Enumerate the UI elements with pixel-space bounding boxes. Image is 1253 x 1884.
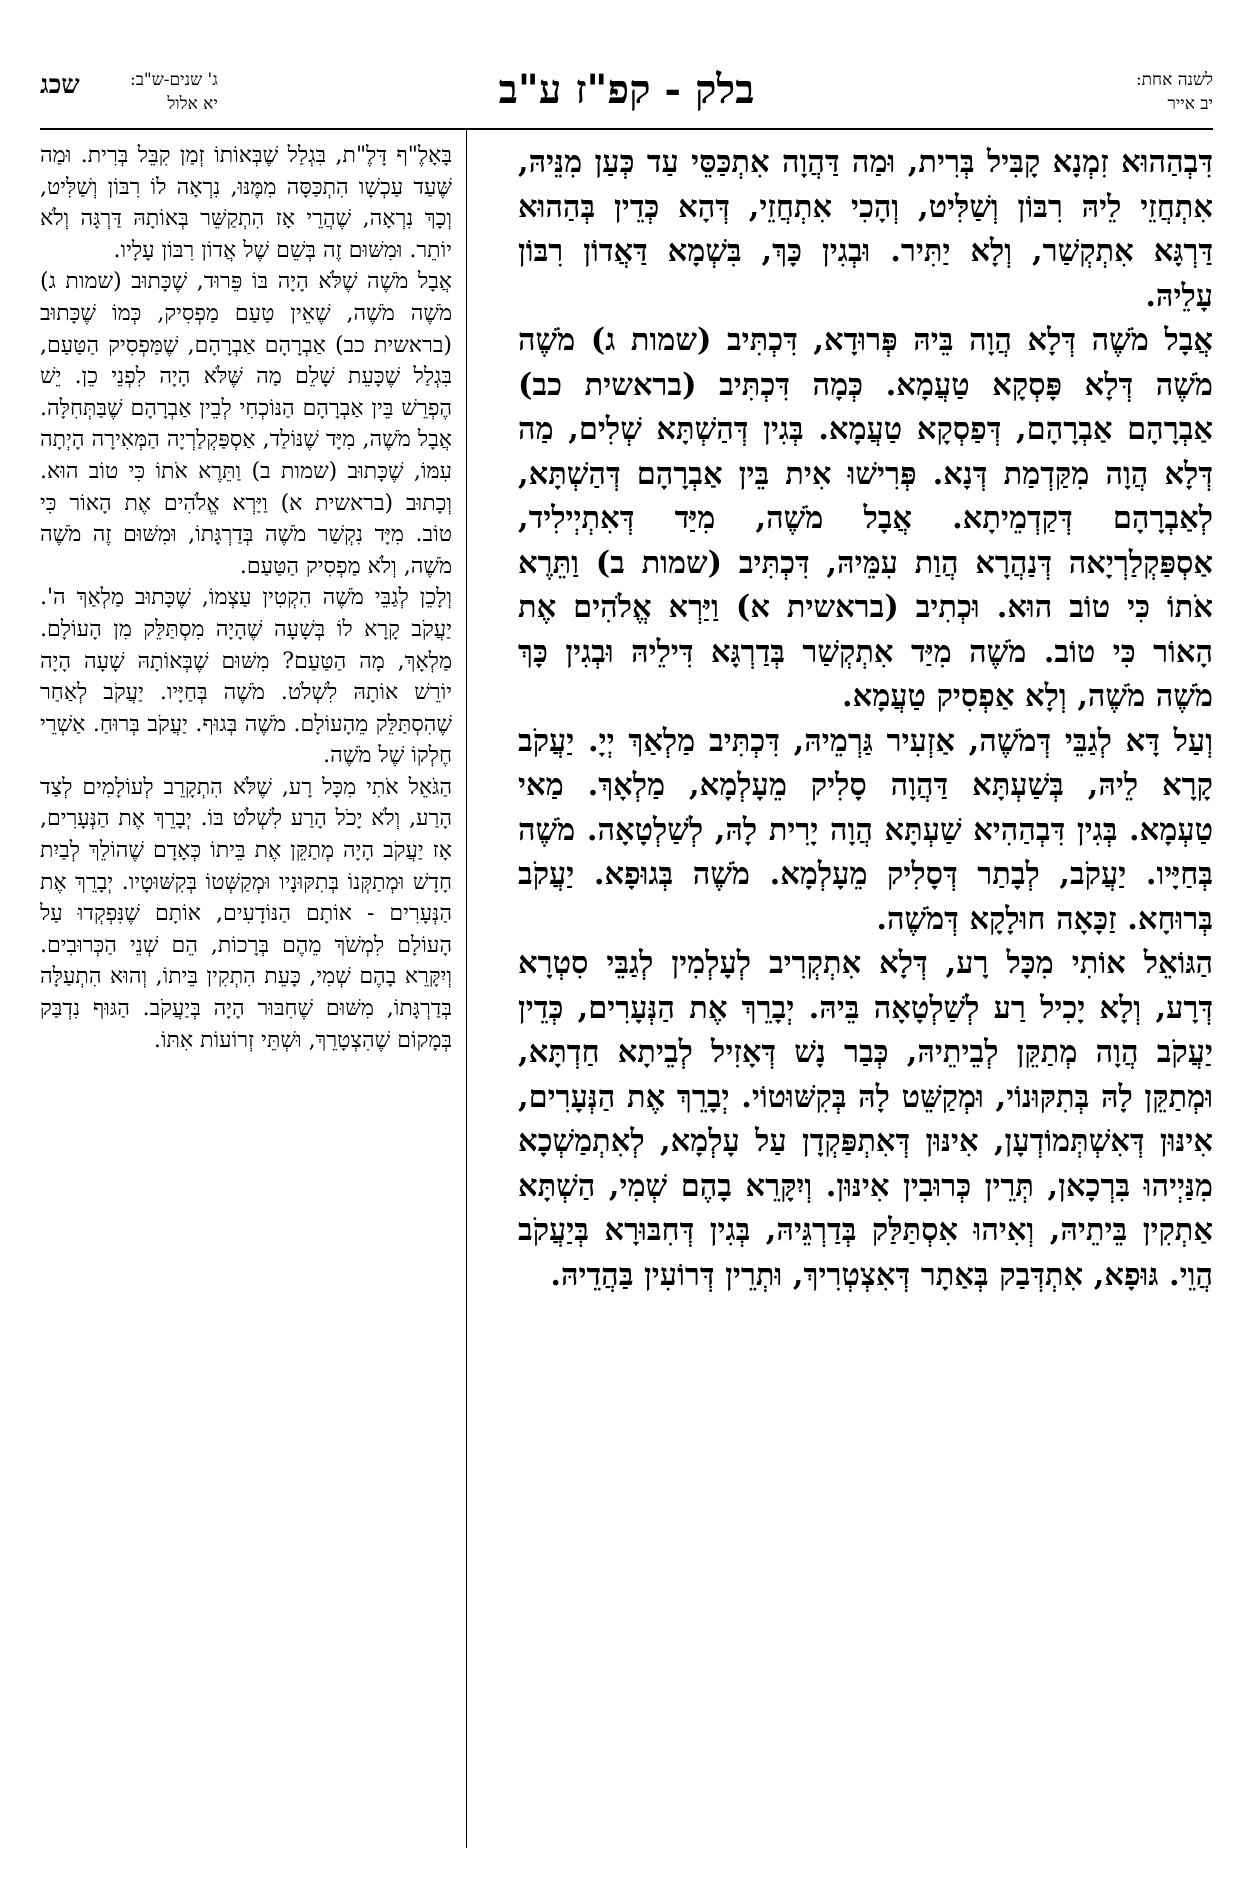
daily-schedule-three-years bbox=[130, 68, 218, 116]
three-years-label: ג' שנים-ש"ב: bbox=[130, 70, 218, 90]
main-paragraph: דִּבְהַהוּא זִמְנָא קָבִּיל בְּרִית, וּמַה דַּהֲוָה אִתְכַּסֵּי עַד כְּעַן מִנֵּיהּ, אִתְחֲזֵי לֵיהּ רִבּוֹן וְשַׁלִּיט, וְהָכִי אִתְחֲזֵי, דְּהָא כְּדֵין בְּהַהוּא דַּרְגָּא אִתְקְשַׁר, וְלָא יַתִּיר. וּבְגִין כָּךְ, בִּשְׁמָא דַּאֲדוֹן רִבּוֹן עָלֵיהּ. bbox=[518, 144, 1213, 314]
side-paragraph: וְלָכֵן לְגַבֵּי מֹשֶׁה הִקְטִין עַצְמוֹ, שֶׁכָּתוּב מַלְאַךְ ה'. יַעֲקֹב קָרָא לוֹ בְּשָׁעָה שֶׁהָיָה מִסְתַּלֵּק מִן הָעוֹלָם. מַלְאָךְ, מָה הַטַּעַם? מִשּׁוּם שֶׁבְּאוֹתָהּ שָׁעָה הָיָה יוֹרֵשׁ אוֹתָהּ לִשְׁלֹט. מֹשֶׁה בְּחַיָּיו. יַעֲקֹב לְאַחַר שֶׁהִסְתַּלֵּק מֵהָעוֹלָם. מֹשֶׁה בְּגוּף. יַעֲקֹב בְּרוּחַ. אַשְׁרֵי חֶלְקוֹ שֶׁל מֹשֶׁה. bbox=[40, 585, 452, 769]
daily-schedule-one-year bbox=[1136, 68, 1213, 116]
side-paragraph: אֲבָל מֹשֶׁה שֶׁלֹּא הָיָה בּוֹ פֵּרוּד, שֶׁכָּתוּב (שמות ג) מֹשֶׁה מֹשֶׁה, שֶׁאֵין טַעַם מַפְסִיק, כְּמוֹ שֶׁכָּתוּב (בראשית כב) אַבְרָהָם אַבְרָהָם, שֶׁמַּפְסִיק הַטַּעַם, בִּגְלַל שֶׁכָּעֵת שָׁלֵם מַה שֶּׁלֹּא הָיָה לִפְנֵי כֵן. יֵשׁ הֶפְרֵשׁ בֵּין אַבְרָהָם הַנּוֹכְחִי לְבֵין אַבְרָהָם שֶׁבַּתְּחִלָּה. אֲבָל מֹשֶׁה, מִיָּד שֶׁנּוֹלַד, אַסְפַּקְלַרְיָה הַמְּאִירָה הָיְתָה עִמּוֹ, שֶׁכָּתוּב (שמות ב) וַתֵּרֶא אֹתוֹ כִּי טוֹב הוּא. וְכָתוּב (בראשית א) וַיַּרְא אֱלֹהִים אֶת הָאוֹר כִּי טוֹב. מִיָּד נִקְשַׁר מֹשֶׁה בְּדַרְגָּתוֹ, וּמִשּׁוּם זֶה מֹשֶׁה מֹשֶׁה, וְלֹא מַפְסִיק הַטַּעַם. bbox=[40, 269, 452, 579]
column-divider bbox=[466, 128, 467, 1848]
header-divider bbox=[40, 128, 1213, 130]
page-number: שכג bbox=[40, 70, 80, 100]
one-year-date: יב אייר bbox=[1167, 94, 1213, 114]
side-paragraph: בָּאָלֶ"ף דָּלֶ"ת, בִּגְלַל שֶׁבְּאוֹתוֹ זְמַן קִבֵּל בְּרִית. וּמַה שֶּׁעַד עַכְשָׁו הִתְכַּסָּה מִמֶּנּוּ, נִרְאָה לוֹ רִבּוֹן וְשַׁלִּיט, וְכָךְ נִרְאָה, שֶׁהֲרֵי אָז הִתְקַשֵּׁר בְּאוֹתָהּ דַּרְגָּה וְלֹא יוֹתֵר. וּמִשּׁוּם זֶה בְּשֵׁם שֶׁל אֲדוֹן רִבּוֹן עָלָיו. bbox=[40, 143, 452, 263]
page-title: בלק - קפ"ז ע"ב bbox=[498, 66, 755, 113]
page-header bbox=[40, 60, 1213, 130]
hebrew-translation-column bbox=[40, 140, 452, 1056]
main-paragraph: וְעַל דָּא לְגַבֵּי דְּמֹשֶׁה, אַזְעִיר גַּרְמֵיהּ, דִּכְתִּיב מַלְאַךְ יְיָ. יַעֲקֹב קָרָא לֵיהּ, בְּשַׁעְתָּא דַּהֲוָה סָלִיק מֵעָלְמָא, מַלְאָךְ. מַאי טַעְמָא. בְּגִין דִּבְהַהִיא שַׁעְתָּא הֲוָה יָרִית לָהּ, לְשַׁלְטָאָה. מֹשֶׁה בְּחַיָּיו. יַעֲקֹב, לְבָתַר דְּסָלִיק מֵעָלְמָא. מֹשֶׁה בְּגוּפָא. יַעֲקֹב בְּרוּחָא. זַכָּאָה חוּלָקָא דְּמֹשֶׁה. bbox=[518, 722, 1213, 937]
aramaic-text-column bbox=[518, 140, 1213, 1297]
three-years-date: יא אלול bbox=[167, 94, 218, 114]
main-paragraph: הַגּוֹאֵל אוֹתִי מִכָּל רָע, דְּלָא אִתְקְרִיב לְעָלְמִין לְגַבֵּי סִטְרָא דְּרָע, וְלָא יָכִיל רַע לְשַׁלְטָאָה בֵּיהּ. יְבָרֵךְ אֶת הַנְּעָרִים, כְּדֵין יַעֲקֹב הֲוָה מְתַקֵּן לְבֵיתֵיהּ, כְּבַר נָשׁ דְּאָזִיל לְבֵיתָא חַדְתָּא, וּמְתַקֵּן לָהּ בְּתִקּוּנוֹי, וּמְקַשֵּׁט לָהּ בְּקִשּׁוּטוֹי. יְבָרֵךְ אֶת הַנְּעָרִים, אִינּוּן דְּאִשְׁתְּמוֹדְעָן, אִינּוּן דְּאִתְפַּקְדָן עַל עָלְמָא, לְאִתְמַשְׁכָא מִנַּיְיהוּ בִּרְכָאן, תְּרֵין כְּרוּבִין אִינּוּן. וְיִקָּרֵא בָהֶם שְׁמִי, הַשְׁתָּא אַתְקִין בֵּיתֵיהּ, וְאִיהוּ אִסְתַּלַּק בְּדַרְגֵּיהּ, בְּגִין דְּחִבּוּרָא בְּיַעֲקֹב הֲוֵי. גּוּפָא, אִתְדְּבַק בְּאַתָר דְּאִצְטְרִיךְ, וּתְרֵין דְּרוֹעִין בַּהֲדֵיהּ. bbox=[518, 945, 1213, 1293]
main-paragraph: אֲבָל מֹשֶׁה דְּלָא הֲוָה בֵּיהּ פְּרוּדָא, דִּכְתִּיב (שמות ג) מֹשֶׁה מֹשֶׁה דְּלָא פָּסְקָא טַעֲמָא. כְּמָה דִּכְתִּיב (בראשית כב) אַבְרָהָם אַבְרָהָם, דְּפַסְקָא טַעֲמָא. בְּגִין דְּהַשְׁתָּא שְׁלִים, מַה דְּלָא הֲוָה מִקַּדְמַת דְּנָא. פְּרִישׁוּ אִית בֵּין אַבְרָהָם דְּהַשְׁתָּא, לְאַבְרָהָם דְּקַדְמֵיתָא. אֲבָל מֹשֶׁה, מִיַּד דְּאִתְיְילִיד, אַסְפַּקְלַרְיָאה דְּנַהֲרָא הֲוַת עִמֵּיהּ, דִּכְתִּיב (שמות ב) וַתֵּרֶא אֹתוֹ כִּי טוֹב הוּא. וּכְתִיב (בראשית א) וַיַּרְא אֱלֹהִים אֶת הָאוֹר כִּי טוֹב. מֹשֶׁה מִיַּד אִתְקְשַׁר בְּדַרְגָּא דִּילֵיהּ וּבְגִין כָּךְ מֹשֶׁה מֹשֶׁה, וְלָא אַפְסִיק טַעֲמָא. bbox=[518, 322, 1213, 714]
one-year-label: לשנה אחת: bbox=[1135, 70, 1213, 90]
side-paragraph: הַגֹּאֵל אֹתִי מִכָּל רָע, שֶׁלֹּא הִתְקָרֵב לְעוֹלָמִים לְצַד הָרַע, וְלֹא יָכֹל הָרַע לִשְׁלֹט בּוֹ. יְבָרֵךְ אֶת הַנְּעָרִים, אָז יַעֲקֹב הָיָה מְתַקֵּן אֶת בֵּיתוֹ כְּאָדָם שֶׁהוֹלֵךְ לְבַיִת חָדָשׁ וּמְתַקְּנוֹ בְּתִקּוּנָיו וּמְקַשְּׁטוֹ בְּקִשּׁוּטָיו. יְבָרֵךְ אֶת הַנְּעָרִים - אוֹתָם הַנּוֹדָעִים, אוֹתָם שֶׁנִּפְקְדוּ עַל הָעוֹלָם לִמְשֹׁךְ מֵהֶם בְּרָכוֹת, הֵם שְׁנֵי הַכְּרוּבִים. וְיִקָּרֵא בָהֶם שְׁמִי, כָּעֵת הִתְקִין בֵּיתוֹ, וְהוּא הִתְעַלָּה בְּדַרְגָּתוֹ, מִשּׁוּם שֶׁחִבּוּר הָיָה בְּיַעֲקֹב. הַגּוּף נִדְבַּק בְּמָקוֹם שֶׁהִצְטָרֵךְ, וּשְׁתֵּי זְרוֹעוֹת אִתּוֹ. bbox=[40, 774, 452, 1053]
